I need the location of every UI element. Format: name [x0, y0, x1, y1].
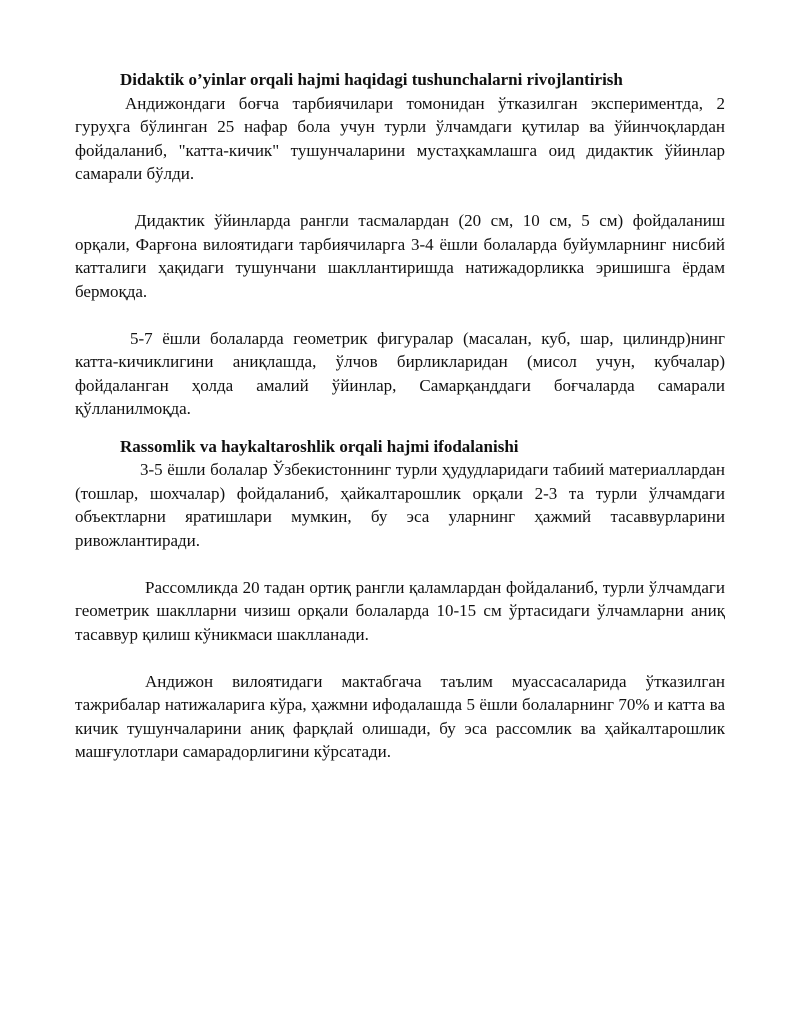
paragraph-colored-pencils: Рассомликда 20 тадан ортиқ рангли қаламлардан фойдаланиб, турли ўлчамдаги геометрик шаклларни чизиш орқали болаларда 10-15 см ўртасидаги ўлчамларни аниқ тасаввур қилиш кўникмаси шаклланади. — [75, 577, 725, 644]
document-page — [75, 68, 725, 764]
paragraph-geometric-figures: 5-7 ёшли болаларда геометрик фигуралар (масалан, куб, шар, цилиндр)нинг катта-кичиклигини аниқлашда, ўлчов бирликларидан (мисол учун, кубчалар) фойдаланган ҳолда амалий ўйинлар, Самарқанддаги боғчаларда самарали қўлланилмоқда. — [75, 328, 725, 418]
paragraph-spacer — [75, 421, 725, 435]
section-heading-art-sculpture: Rassomlik va haykaltaroshlik orqali hajmi ifodalanishi — [120, 436, 519, 456]
paragraph-spacer — [75, 303, 725, 327]
paragraph-andijan-results: Андижон вилоятидаги мактабгача таълим муассасаларида ўтказилган тажрибалар натижаларига кўра, ҳажмни ифодалашда 5 ёшли болаларнинг 70% и катта ва кичик тушунчаларини аниқ фарқлай олишади, бу эса рассомлик ва ҳайкалтарошлик машғулотлари самарадорлигини кўрсатади. — [75, 671, 725, 761]
paragraph-colored-ribbons: Дидактик ўйинларда рангли тасмалардан (20 см, 10 см, 5 см) фойдаланиш орқали, Фарғона вилоятидаги тарбиячиларга 3-4 ёшли болаларда буйумларнинг нисбий катталиги ҳақидаги тушунчани шакллантиришда натижадорликка эришишга ёрдам бермоқда. — [75, 211, 725, 301]
paragraph-natural-materials: 3-5 ёшли болалар Ўзбекистоннинг турли ҳудудларидаги табиий материаллардан (тошлар, шохчалар) фойдаланиб, ҳайкалтарошлик орқали 2-3 та турли ўлчамдаги объектларни яратишлари мумкин, бу эса уларнинг ҳажмий тасаввурларини ривожлантиради. — [75, 460, 725, 550]
paragraph-andijan-experiment: Андижондаги боғча тарбиячилари томонидан ўтказилган экспериментда, 2 гуруҳга бўлинган 25 нафар бола учун турли ўлчамдаги қутилар ва ўйинчоқлардан фойдаланиб, "катта-кичик" тушунчаларини мустаҳкамлашга оид дидактик ўйинлар самарали бўлди. — [75, 93, 725, 183]
paragraph-spacer — [75, 186, 725, 210]
section-heading-didactic-games: Didaktik o’yinlar orqali hajmi haqidagi tushunchalarni rivojlantirish — [120, 70, 623, 89]
paragraph-spacer — [75, 646, 725, 670]
paragraph-spacer — [75, 552, 725, 576]
